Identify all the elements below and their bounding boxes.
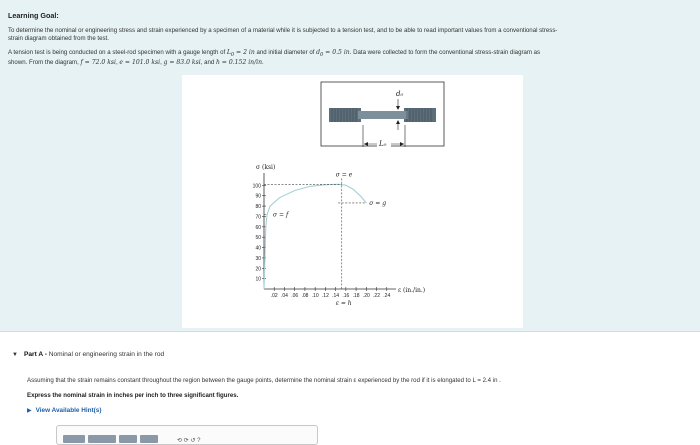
specimen-gauge-section: [358, 111, 408, 119]
y-tick-label: 70: [255, 214, 261, 221]
d0-label: d₀: [396, 90, 404, 98]
d0-value: = 0.5 in: [323, 49, 350, 56]
x-tick-label: .24: [383, 293, 391, 299]
y-tick-label: 60: [255, 224, 261, 231]
part-a-label: Part A -: [23, 351, 47, 358]
figure-svg: [182, 75, 523, 328]
y-tick-label: 100: [252, 183, 261, 190]
y-tick-label: 90: [255, 193, 261, 200]
stress-strain-chart: [253, 164, 425, 307]
x-tick-label: .02: [270, 293, 278, 299]
goal-p1-line2: strain diagram obtained from the test.: [8, 35, 109, 43]
x-tick-label: .18: [352, 293, 360, 299]
view-hints-link[interactable]: [27, 407, 101, 414]
d0-symbol: d: [316, 49, 321, 56]
learning-goal-title: Learning Goal:: [8, 11, 59, 20]
L0-value: = 2 in: [234, 49, 255, 56]
toolbar-undo-redo-help-icons[interactable]: ⟲ ⟳ ↺ ?: [177, 438, 201, 444]
g-value: g = 83.0 ksi: [163, 59, 201, 67]
f-annotation: σ = f: [273, 211, 289, 219]
x-tick-label: .14: [332, 293, 340, 299]
L0-subscript: 0: [230, 52, 235, 59]
x-tick-label: .20: [362, 293, 370, 299]
view-hints-label: View Available Hint(s): [35, 407, 102, 414]
goal-paragraph-1: [8, 27, 692, 43]
f-value: f = 72.0 ksi: [80, 59, 116, 67]
d0-subscript: 0: [320, 52, 324, 59]
goal-p2-line1: A tension test is being conducted on a steel-rod specimen with a gauge length of $L_0 = 2$ in and initial diameter of $d_0 = 0.5$ in. Data were collected to form the conventional stress-strain diagram as: [8, 49, 541, 59]
stress-strain-curve: [264, 184, 366, 289]
collapse-caret-icon[interactable]: ▼: [12, 352, 18, 358]
goal-paragraph-2: [8, 49, 692, 68]
y-tick-label: 30: [255, 255, 261, 262]
x-tick-label: .22: [373, 293, 381, 299]
x-axis-label: ε (in./in.): [398, 287, 426, 294]
stress-strain-figure: [182, 75, 523, 328]
e-annotation: σ = e: [335, 171, 353, 179]
y-tick-label: 80: [255, 204, 261, 211]
part-a-question: Assuming that the strain remains constant throughout the region between the gauge points, determine the nominal strain ε experienced by the rod if it is elongated to L = 2.4 in .: [27, 377, 501, 384]
expand-triangle-icon: ▶: [27, 408, 32, 414]
part-a-instruction: Express the nominal strain in inches per inch to three significant figures.: [27, 392, 239, 399]
e-value: e = 101.0 ksi: [119, 59, 161, 67]
h-annotation: ε = h: [335, 300, 352, 307]
L0-symbol: L: [226, 49, 231, 56]
x-tick-label: .12: [321, 293, 329, 299]
g-annotation: σ = g: [369, 199, 387, 207]
h-value: h = 0.152 in/in: [215, 59, 263, 67]
x-tick-label: .04: [280, 293, 288, 299]
goal-p1-line1: To determine the nominal or engineering stress and strain experienced by a specimen of a material while it is subjected to a tension test, and to be able to read important values from a conventional stress-: [8, 27, 558, 34]
specimen-diagram: [321, 82, 444, 148]
part-a-title: Nominal or engineering strain in the rod: [46, 351, 165, 358]
y-tick-label: 50: [255, 235, 261, 242]
goal-p2-line2: shown. From the diagram, f = 72.0 ksi, e = 101.0 ksi, g = 83.0 ksi, and h = 0.152 in/in.: [8, 59, 264, 67]
y-tick-label: 40: [255, 245, 261, 252]
x-tick-label: .06: [291, 293, 299, 299]
x-tick-label: .10: [311, 293, 319, 299]
y-tick-label: 20: [255, 266, 261, 273]
part-a-header[interactable]: [12, 351, 164, 358]
y-tick-label: 10: [255, 276, 261, 283]
x-tick-label: .16: [342, 293, 350, 299]
y-axis-label: σ (ksi): [256, 164, 276, 171]
L0-label: L₀: [379, 140, 387, 148]
x-tick-label: .08: [301, 293, 309, 299]
answer-toolbar-box: [56, 425, 318, 445]
